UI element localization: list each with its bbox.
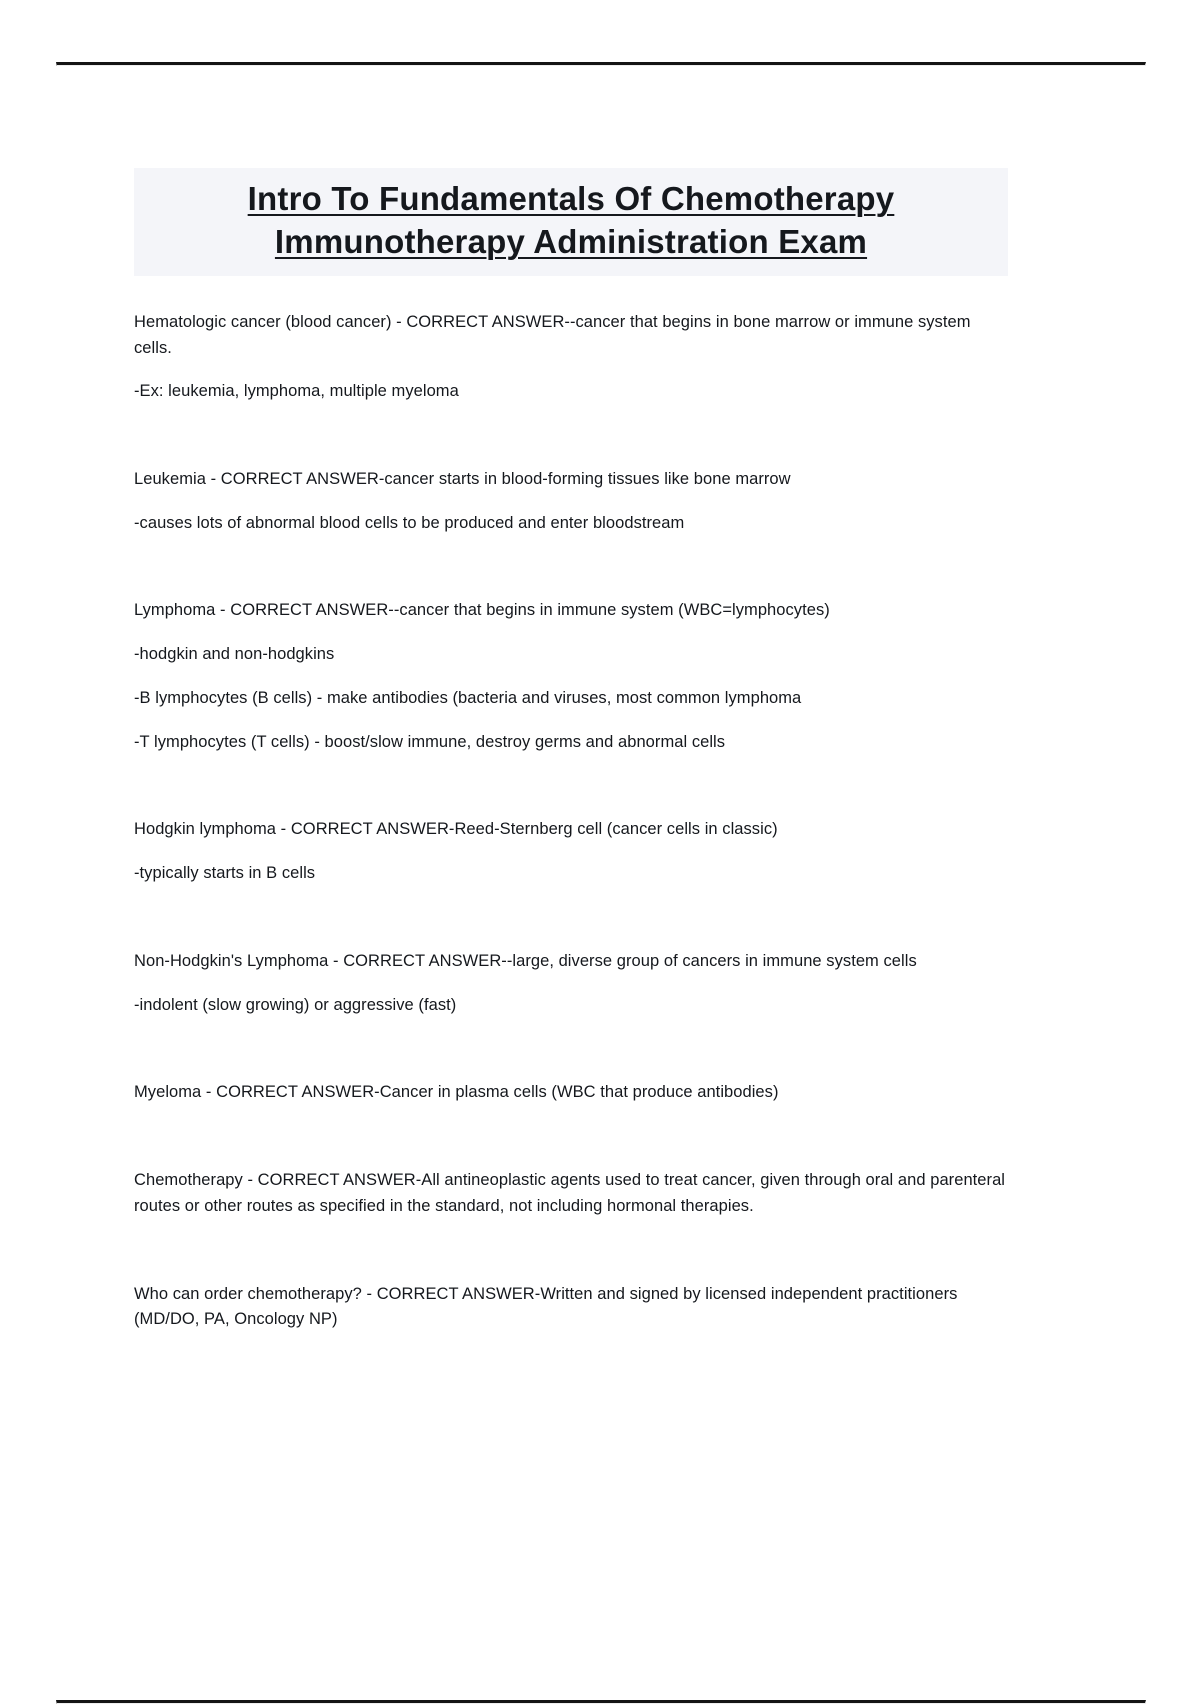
header-divider xyxy=(56,62,1146,66)
qa-line: Myeloma - CORRECT ANSWER-Cancer in plasma cells (WBC that produce antibodies) xyxy=(134,1083,779,1102)
qa-line: Leukemia - CORRECT ANSWER-cancer starts in blood-forming tissues like bone marrow xyxy=(134,469,791,488)
qa-line: -indolent (slow growing) or aggressive (fast) xyxy=(134,995,457,1014)
qa-block-lymphoma xyxy=(134,598,1008,755)
page-title xyxy=(134,168,1008,276)
qa-block-leukemia xyxy=(134,467,1008,536)
qa-line: -typically starts in B cells xyxy=(134,864,316,883)
qa-line: -T lymphocytes (T cells) - boost/slow immune, destroy germs and abnormal cells xyxy=(134,732,726,751)
qa-line: -causes lots of abnormal blood cells to be produced and enter bloodstream xyxy=(134,513,685,532)
qa-line: Hodgkin lymphoma - CORRECT ANSWER-Reed-Sternberg cell (cancer cells in classic) xyxy=(134,820,778,839)
qa-block-non-hodgkins-lymphoma xyxy=(134,949,1008,1018)
qa-block-myeloma xyxy=(134,1080,1008,1106)
qa-block-hematologic-cancer xyxy=(134,310,1008,405)
footer-divider xyxy=(56,1700,1146,1704)
qa-line: Lymphoma - CORRECT ANSWER--cancer that begins in immune system (WBC=lymphocytes) xyxy=(134,601,830,620)
qa-line: -Ex: leukemia, lymphoma, multiple myeloma xyxy=(134,382,459,401)
qa-line: Chemotherapy - CORRECT ANSWER-All antineoplastic agents used to treat cancer, given through oral and parenteral routes or other routes as specified in the standard, not including hormonal therapies. xyxy=(134,1171,1006,1215)
qa-block-chemotherapy xyxy=(134,1168,1008,1219)
qa-line: Non-Hodgkin's Lymphoma - CORRECT ANSWER--large, diverse group of cancers in immune system cells xyxy=(134,951,917,970)
qa-block-hodgkin-lymphoma xyxy=(134,817,1008,886)
page-title-line-1: Intro To Fundamentals Of Chemotherapy xyxy=(247,180,895,217)
document-content xyxy=(134,168,1008,1333)
qa-block-who-can-order-chemotherapy xyxy=(134,1282,1008,1333)
qa-line: Hematologic cancer (blood cancer) - CORRECT ANSWER--cancer that begins in bone marrow or immune system cells. xyxy=(134,312,971,357)
qa-line: -hodgkin and non-hodgkins xyxy=(134,645,335,664)
qa-line: -B lymphocytes (B cells) - make antibodies (bacteria and viruses, most common lymphoma xyxy=(134,688,802,707)
qa-line: Who can order chemotherapy? - CORRECT ANSWER-Written and signed by licensed independent practitioners (MD/DO, PA, Oncology NP) xyxy=(134,1284,958,1329)
page-title-line-2: Immunotherapy Administration Exam xyxy=(274,222,868,260)
